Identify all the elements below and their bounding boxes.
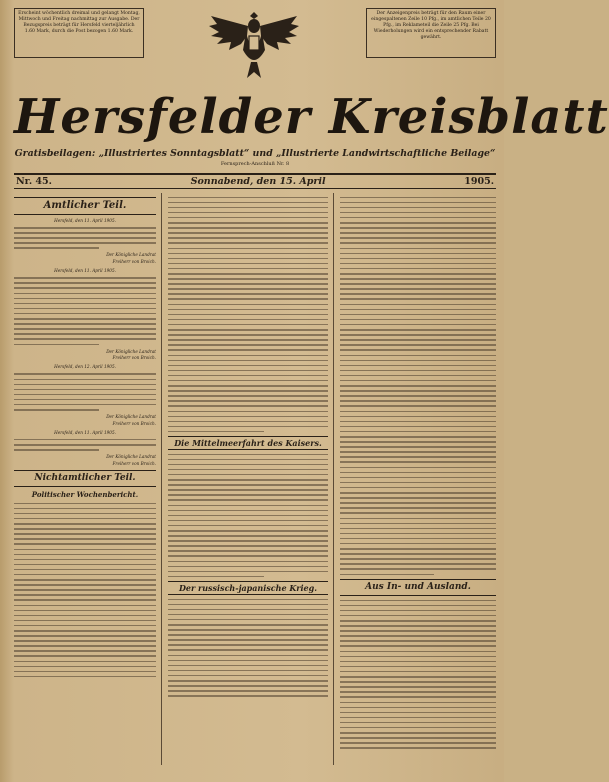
- notice-date: Hersfeld, den 12. April 1905.: [54, 364, 116, 370]
- article-text: [14, 373, 156, 410]
- newspaper-subtitle: Gratisbeilagen: „Illustriertes Sonntagsblatt“ und „Illustrierte Landwirtschaftliche Beilage“: [14, 148, 496, 159]
- war-heading: Der russisch-japanische Krieg.: [168, 581, 328, 595]
- notice-date: Hersfeld, den 11. April 1905.: [54, 429, 116, 435]
- column-3: [340, 193, 496, 765]
- dateline: [14, 173, 496, 189]
- abroad-section-heading: Aus In- und Ausland.: [340, 579, 496, 596]
- column-1: [14, 193, 162, 765]
- issue-date: Sonnabend, den 15. April: [190, 176, 326, 187]
- signature: Freiherr von Broich.: [112, 355, 156, 360]
- article-text: [14, 227, 156, 249]
- signature: Der Königliche Landrat: [106, 252, 156, 258]
- article-text: [14, 277, 156, 345]
- newspaper-title: Hersfelder Kreisblatt: [14, 89, 609, 145]
- notice-date: Hersfeld, den 11. April 1905.: [54, 268, 116, 274]
- advertising-notice: Der Anzeigenpreis beträgt für den Raum einer eingespaltenen Zeile 10 Pfg., im amtlichen Teile 20 Pfg., im Reklameteil die Zeile 25 Pfg. Bei Wiederholungen wird ein entsprechender Rabatt gewährt.: [366, 8, 496, 58]
- subscription-notice: Erscheint wöchentlich dreimal und gelangt Montag, Mittwoch und Freitag nachmittag zur Ausgabe. Der Bezugspreis beträgt für Hersfeld vierteljährlich 1.60 Mark, durch die Post bezogen 1.60 Mark.: [14, 8, 144, 58]
- issue-year: 1905.: [464, 176, 494, 187]
- signature: Der Königliche Landrat: [106, 454, 156, 460]
- signature: Freiherr von Broich.: [112, 258, 156, 264]
- column-2: [168, 193, 334, 765]
- article-text: [340, 600, 496, 749]
- signature: Der Königliche Landrat: [106, 348, 156, 354]
- article-text: [168, 599, 328, 697]
- imperial-eagle-icon: [207, 6, 301, 82]
- signature: Der Königliche Landrat: [106, 414, 156, 420]
- article-text: [340, 197, 496, 575]
- weekly-report-heading: Politischer Wochenbericht.: [31, 490, 139, 500]
- masthead: [14, 6, 496, 82]
- article-columns: [14, 193, 496, 765]
- official-section-heading: Amtlicher Teil.: [14, 197, 156, 215]
- issue-number: Nr. 45.: [16, 176, 52, 187]
- article-text: [14, 439, 156, 451]
- signature: Freiherr von Broich.: [112, 460, 156, 466]
- signature: Freiherr von Broich.: [112, 420, 156, 426]
- article-text: [168, 197, 328, 433]
- notice-date: Hersfeld, den 11. April 1905.: [54, 218, 116, 223]
- unofficial-section-heading: Nichtamtlicher Teil.: [14, 470, 156, 487]
- phone-line: Fernsprech-Anschluß Nr. 8: [220, 161, 290, 167]
- kaiser-trip-heading: Die Mittelmeerfahrt des Kaisers.: [168, 436, 328, 450]
- article-text: [168, 454, 328, 578]
- article-text: [14, 503, 156, 678]
